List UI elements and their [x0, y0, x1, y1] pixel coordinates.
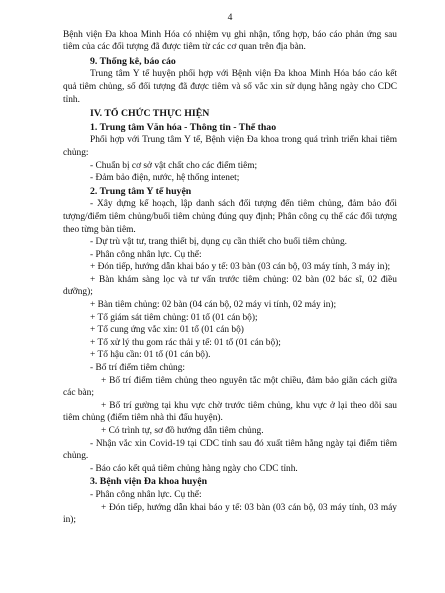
site-beds: + Bố trí gường tại khu vực chờ trước tiêm chủng, khu vực ở lại theo dõi sau tiêm chủng (điểm tiêm nhà thi đấu huyện).: [63, 400, 397, 424]
health-center-item-plan: - Xây dựng kế hoạch, lập danh sách đối tượng đến tiêm chủng, đảm bảo đối tượng/điểm tiêm chủng/buổi tiêm chủng đúng quy định; Phân công cụ thể các đối tượng theo từng bàn tiêm.: [63, 199, 397, 235]
culture-center-body: Phối hợp với Trung tâm Y tế, Bệnh viện Đa khoa trong quá trình triển khai tiêm chủng:: [63, 135, 397, 158]
hospital-item-staffing: - Phân công nhân lực. Cụ thể:: [90, 489, 202, 500]
culture-center-item-2: - Đảm bảo điện, nước, hệ thống intenet;: [90, 173, 240, 184]
staff-monitoring: + Tổ giám sát tiêm chủng: 01 tổ (01 cán bộ);: [90, 312, 258, 323]
hospital-heading: 3. Bệnh viện Đa khoa huyện: [90, 476, 208, 488]
intro-paragraph: Bệnh viện Đa khoa Minh Hóa có nhiệm vụ ghi nhận, tổng hợp, báo cáo phản ứng sau tiêm của các đối tượng đã được tiêm từ các cơ quan trên địa bàn.: [63, 29, 397, 53]
site-diagram: + Có trình tự, sơ đồ hướng dẫn tiêm chủng.: [101, 426, 264, 436]
health-center-item-site: - Bố trí điểm tiêm chủng:: [90, 363, 186, 374]
culture-center-item-1: - Chuẩn bị cơ sở vật chất cho các điểm tiêm;: [90, 160, 258, 171]
culture-center-heading: 1. Trung tâm Văn hóa - Thông tin - Thể thao: [90, 121, 277, 133]
site-one-way: + Bố trí điểm tiêm chủng theo nguyên tắc một chiều, đảm bảo giãn cách giữa các bàn;: [63, 375, 397, 399]
section-iv-heading: IV. TỔ CHỨC THỰC HIỆN: [90, 108, 210, 120]
health-center-item-staffing: - Phân công nhân lực. Cụ thể:: [90, 249, 202, 260]
staff-screening: + Bàn khám sàng lọc và tư vấn trước tiêm chủng: 02 bàn (02 bác sĩ, 02 điều dưỡng);: [63, 274, 397, 298]
staff-logistics: + Tổ hậu cần: 01 tổ (01 cán bộ).: [90, 350, 211, 361]
health-center-item-report: - Báo cáo kết quả tiêm chủng hàng ngày cho CDC tỉnh.: [90, 463, 298, 474]
staff-vaccine-supply: + Tổ cung ứng vắc xin: 01 tổ (01 cán bộ): [90, 325, 244, 336]
health-center-heading: 2. Trung tâm Y tế huyện: [90, 185, 192, 197]
page-number: 4: [227, 12, 233, 23]
staff-waste: + Tổ xử lý thu gom rác thải y tế: 01 tổ (01 cán bộ);: [90, 337, 281, 348]
section-9-heading: 9. Thống kê, báo cáo: [90, 55, 176, 67]
staff-reception: + Đón tiếp, hướng dẫn khai báo y tế: 03 bàn (03 cán bộ, 03 máy tính, 3 máy in);: [90, 262, 391, 273]
health-center-item-supplies: - Dự trù vật tư, trang thiết bị, dụng cụ cần thiết cho buổi tiêm chủng.: [90, 237, 347, 248]
hospital-staff-reception: + Đón tiếp, hướng dẫn khai báo y tế: 03 bàn (03 cán bộ, 03 máy tính, 03 máy in);: [63, 502, 397, 526]
section-9-body: Trung tâm Y tế huyện phối hợp với Bệnh viện Đa khoa Minh Hóa báo cáo kết quả tiêm chủng, số đối tượng đã được tiêm và số vắc xin sử dụng hằng ngày cho CDC tỉnh.: [63, 69, 397, 105]
health-center-item-vaccine: - Nhận vắc xin Covid-19 tại CDC tỉnh sau đó xuất tiêm hằng ngày tại điểm tiêm chủng.: [63, 438, 397, 462]
staff-vaccination: + Bàn tiêm chủng: 02 bàn (04 cán bộ, 02 máy vi tính, 02 máy in);: [90, 300, 337, 311]
